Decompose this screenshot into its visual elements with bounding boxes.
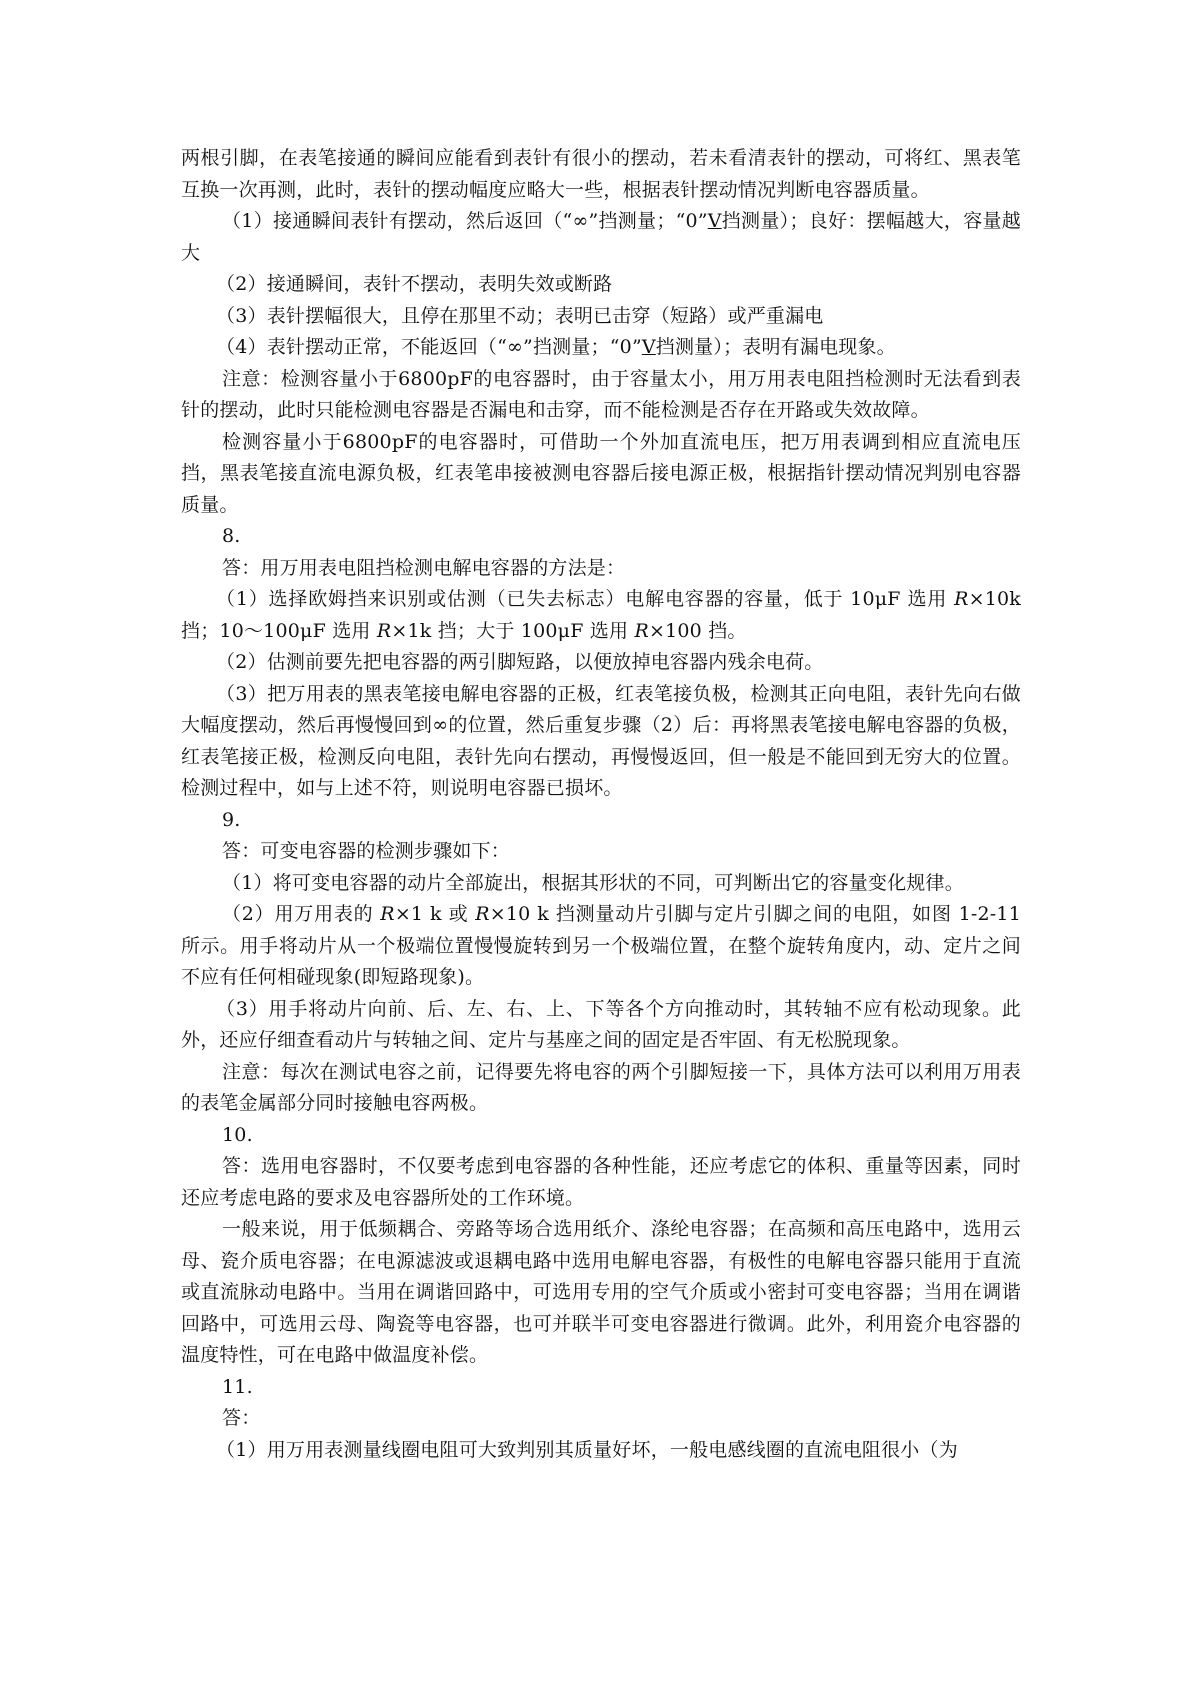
paragraph-p17 <box>181 994 1021 1057</box>
text-run: （1）接通瞬间表针有摆动，然后返回（“∞”挡测量；“0” <box>222 210 708 232</box>
text-run: （3）用手将动片向前、后、左、右、上、下等各个方向推动时，其转轴不应有松动现象。此外，还应仔细查看动片与转轴之间、定片与基座之间的固定是否牢固、有无松脱现象。 <box>181 997 1021 1051</box>
text-run: （2）估测前要先把电容器的两引脚短路，以便放掉电容器内残余电荷。 <box>216 651 824 673</box>
text-run: （4）表针摆动正常，不能返回（“∞”挡测量；“0” <box>216 336 642 358</box>
paragraph-p07 <box>181 427 1021 522</box>
text-run: ×100 挡。 <box>648 619 747 642</box>
text-run: 答： <box>222 1407 261 1429</box>
paragraph-p18 <box>181 1057 1021 1120</box>
text-run: 注意：检测容量小于6800pF的电容器时，由于容量太小，用万用表电阻挡检测时无法看到表针的摆动，此时只能检测电容器是否漏电和击穿，而不能检测是否存在开路或失效故障。 <box>181 367 1021 421</box>
text-run: ×1 k 或 <box>394 903 476 925</box>
text-run: 11. <box>222 1375 253 1398</box>
paragraph-p23 <box>181 1403 1021 1435</box>
paragraph-p22 <box>181 1372 1021 1404</box>
paragraph-p06 <box>181 364 1021 427</box>
text-run: 检测容量小于6800pF的电容器时，可借助一个外加直流电压，把万用表调到相应直流电压挡，黑表笔接直流电源负极，红表笔串接被测电容器后接电源正极，根据指针摆动情况判别电容器质量。 <box>181 430 1021 516</box>
paragraph-p08 <box>181 521 1021 553</box>
text-run: ×10k 挡；10～100μF 选用 <box>181 588 1021 642</box>
text-run: 一般来说，用于低频耦合、旁路等场合选用纸介、涤纶电容器；在高频和高压电路中，选用云母、瓷介质电容器；在电源滤波或退耦电路中选用电解电容器，有极性的电解电容器只能用于直流或直流脉动电路中。当用在调谐回路中，可选用专用的空气介质或小密封可变电容器；当用在调谐回路中，可选用云母、陶瓷等电容器，也可并联半可变电容器进行微调。此外，利用瓷介电容器的温度特性，可在电路中做温度补偿。 <box>181 1218 1021 1366</box>
text-run: （3）表针摆幅很大，且停在那里不动；表明已击穿（短路）或严重漏电 <box>216 304 824 327</box>
italic-symbol: R <box>380 903 395 925</box>
text-run: （1）用万用表测量线圈电阻可大致判别其质量好坏，一般电感线圈的直流电阻很小（为 <box>216 1438 958 1461</box>
text-run: （1）选择欧姆挡来识别或估测（已失去标志）电解电容器的容量，低于 10μF 选用 <box>216 588 955 610</box>
paragraph-p20 <box>181 1151 1021 1214</box>
text-run: 8. <box>222 525 241 547</box>
italic-symbol: R <box>376 619 392 642</box>
paragraph-p10 <box>181 584 1021 647</box>
paragraph-p19 <box>181 1120 1021 1152</box>
text-run: 10. <box>222 1123 253 1146</box>
paragraph-p03 <box>181 269 1021 301</box>
underlined-text: V <box>707 210 722 232</box>
paragraph-p21 <box>181 1214 1021 1372</box>
underlined-text: V <box>641 336 656 358</box>
text-run: 答：可变电容器的检测步骤如下： <box>222 840 511 862</box>
text-run: 答：用万用表电阻挡检测电解电容器的方法是： <box>222 556 626 579</box>
text-run: 答：选用电容器时，不仅要考虑到电容器的各种性能，还应考虑它的体积、重量等因素，同时还应考虑电路的要求及电容器所处的工作环境。 <box>181 1155 1021 1209</box>
text-run: 9. <box>222 808 241 831</box>
text-run: ×1k 挡；大于 100μF 选用 <box>391 619 635 642</box>
text-run: （3）把万用表的黑表笔接电解电容器的正极，红表笔接负极，检测其正向电阻，表针先向右做大幅度摆动，然后再慢慢回到∞的位置，然后重复步骤（2）后：再将黑表笔接电解电容器的负极，红表笔接正极，检测反向电阻，表针先向右摆动，再慢慢返回，但一般是不能回到无穷大的位置。检测过程中，如与上述不符，则说明电容器已损坏。 <box>181 682 1021 799</box>
text-run: 注意：每次在测试电容之前，记得要先将电容的两个引脚短接一下，具体方法可以利用万用表的表笔金属部分同时接触电容两极。 <box>181 1060 1021 1114</box>
text-run: 两根引脚，在表笔接通的瞬间应能看到表针有很小的摆动，若未看清表针的摆动，可将红、黑表笔互换一次再测，此时，表针的摆动幅度应略大一些，根据表针摆动情况判断电容器质量。 <box>181 147 1021 201</box>
paragraph-p24 <box>181 1435 1021 1467</box>
text-run: （2）接通瞬间，表针不摆动，表明失效或断路 <box>216 273 613 295</box>
text-run: （1）将可变电容器的动片全部旋出，根据其形状的不同，可判断出它的容量变化规律。 <box>222 871 964 894</box>
text-run: 挡测量）；良好：摆幅越大，容量越大 <box>181 210 1022 264</box>
italic-symbol: R <box>475 903 490 925</box>
paragraph-p09 <box>181 553 1021 585</box>
paragraph-p12 <box>181 679 1021 805</box>
text-run: ×10 k 挡测量动片引脚与定片引脚之间的电阻，如图 1-2-11 所示。用手将动片从一个极端位置慢慢旋转到另一个极端位置，在整个旋转角度内，动、定片之间不应有任何相碰现象(即短路现象)。 <box>181 903 1021 988</box>
paragraph-p04 <box>181 301 1021 333</box>
paragraph-p13 <box>181 805 1021 837</box>
paragraph-p14 <box>181 836 1021 868</box>
paragraph-p02 <box>181 206 1021 269</box>
paragraph-p15 <box>181 868 1021 900</box>
text-run: 挡测量）；表明有漏电现象。 <box>655 336 896 358</box>
italic-symbol: R <box>634 619 649 642</box>
paragraph-p11 <box>181 647 1021 679</box>
paragraph-p01 <box>181 143 1021 206</box>
italic-symbol: R <box>954 588 969 610</box>
paragraph-p05 <box>181 332 1021 364</box>
text-run: （2）用万用表的 <box>222 903 381 925</box>
paragraph-p16 <box>181 899 1021 994</box>
